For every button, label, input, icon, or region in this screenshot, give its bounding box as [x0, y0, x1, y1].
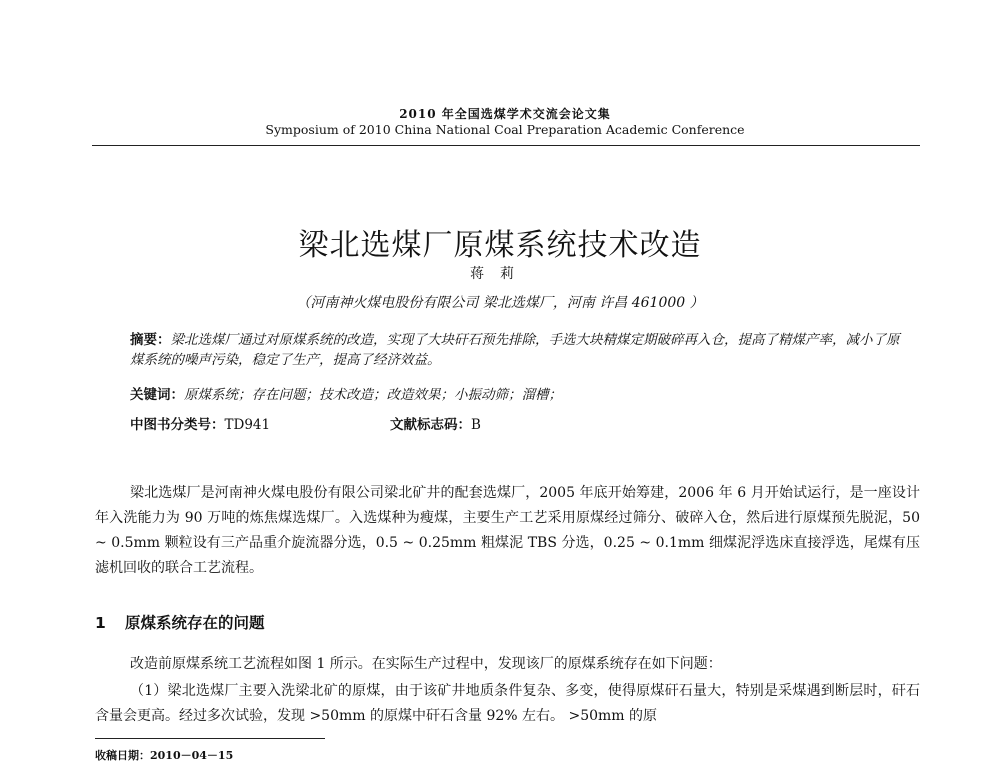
section-heading	[95, 611, 265, 633]
keywords	[130, 385, 900, 405]
paper-title: 梁北选煤厂原煤系统技术改造	[298, 228, 702, 264]
doc-code-label: 文献标志码：	[390, 417, 471, 433]
keywords-label: 关键词：	[130, 387, 184, 403]
header-rule	[92, 145, 920, 146]
section-paragraph-1: 改造前原煤系统工艺流程如图 1 所示。在实际生产过程中，发现该厂的原煤系统存在如下问题：	[130, 656, 722, 672]
abstract	[130, 330, 900, 370]
classification-label: 中图书分类号：	[130, 417, 225, 433]
author: 蒋莉	[470, 266, 530, 282]
abstract-label: 摘要：	[130, 332, 171, 348]
abstract-text: 梁北选煤厂通过对原煤系统的改造，实现了大块矸石预先排除，手选大块精煤定期破碎再入仓，提高了精煤产率，减小了原煤系统的噪声污染，稳定了生产，提高了经济效益。	[130, 332, 900, 368]
document-code	[390, 413, 481, 433]
intro-paragraph: 梁北选煤厂是河南神火煤电股份有限公司梁北矿井的配套选煤厂，2005 年底开始筹建，2006 年 6 月开始试运行，是一座设计年入洗能力为 90 万吨的炼焦煤选煤厂。入选煤种为瘦煤，主要生产工艺采用原煤经过筛分、破碎入仓，然后进行原煤预先脱泥，50 ~ 0.5mm 颗粒设有三产品重介旋流器分选，0.5 ~ 0.25mm 粗煤泥 TBS 分选，0.25 ~ 0.1mm 细煤泥浮选床直接浮选，尾煤有压滤机回收的联合工艺流程。	[95, 485, 920, 576]
received-date-footnote: 收稿日期：2010－04－15	[95, 749, 234, 762]
section-title: 原煤系统存在的问题	[125, 613, 265, 632]
section-number: 1	[95, 613, 106, 632]
running-head	[90, 106, 920, 138]
keywords-text: 原煤系统；存在问题；技术改造；改造效果；小振动筛；溜槽；	[184, 387, 562, 403]
affiliation: （河南神火煤电股份有限公司 梁北选煤厂，河南 许昌 461000 ）	[296, 295, 704, 311]
doc-code-value: B	[471, 417, 481, 433]
section-paragraph-2: （1）梁北选煤厂主要入洗梁北矿的原煤，由于该矿井地质条件复杂、多变，使得原煤矸石量大，特别是采煤遇到断层时，矸石含量会更高。经过多次试验，发现 >50mm 的原煤中矸石含量 92% 左右。 >50mm 的原	[95, 683, 920, 724]
footnote-rule	[95, 738, 325, 739]
classification-number	[130, 413, 270, 433]
classification-value: TD941	[224, 417, 271, 433]
running-head-english: Symposium of 2010 China National Coal Preparation Academic Conference	[265, 122, 745, 137]
running-head-chinese: 2010 年全国选煤学术交流会论文集	[399, 107, 611, 121]
